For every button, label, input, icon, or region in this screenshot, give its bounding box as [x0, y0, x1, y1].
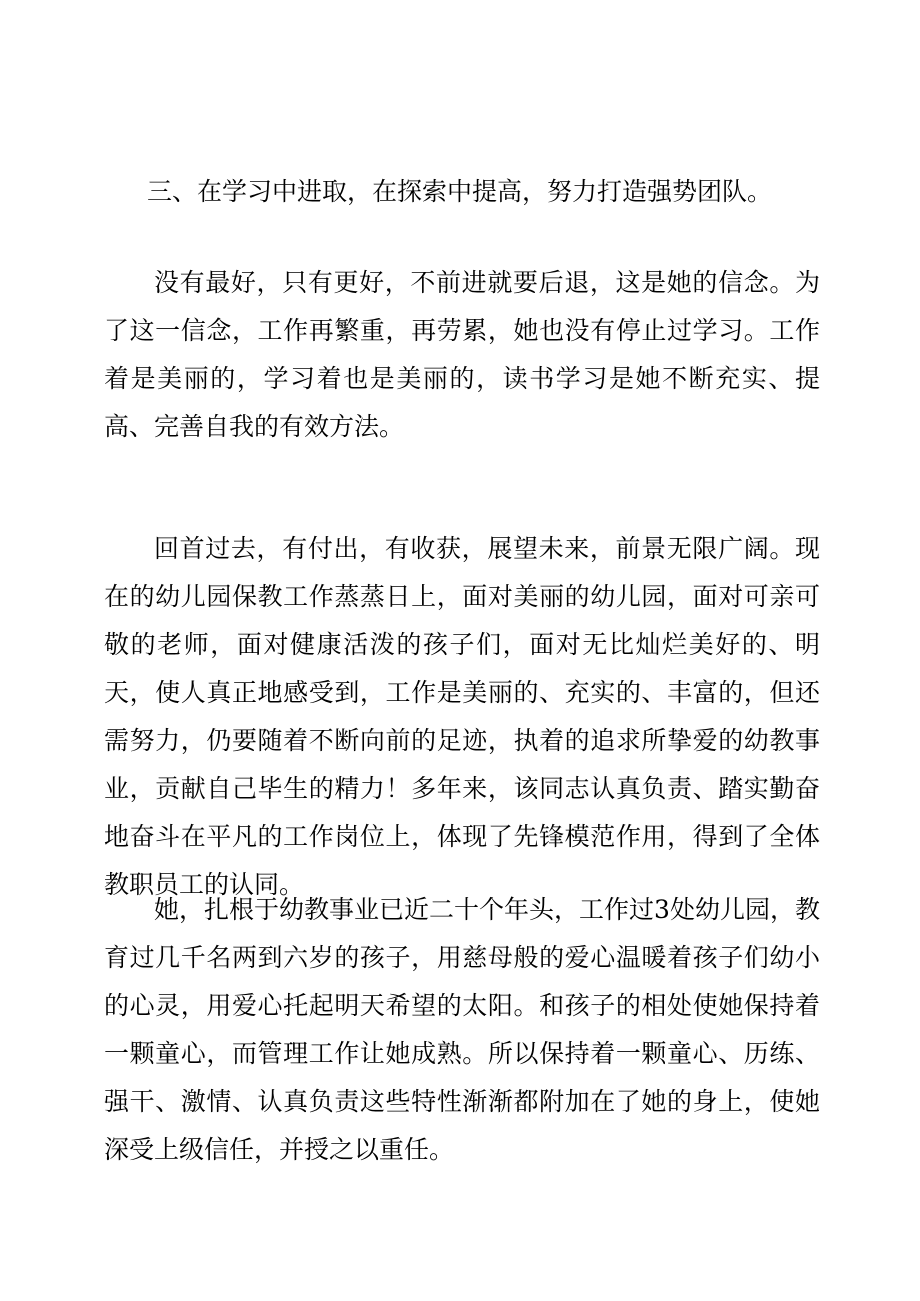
paragraph-career: 她，扎根于幼教事业已近二十个年头，工作过3处幼儿园，教育过几千名两到六岁的孩子，用慈母般的爱心温暖着孩子们幼小的心灵，用爱心托起明天希望的太阳。和孩子的相处使她保持着一颗童心，而管理工作让她成熟。所以保持着一颗童心、历练、强干、激情、认真负责这些特性渐渐都附加在了她的身上，使她深受上级信任，并授之以重任。	[104, 895, 820, 1164]
paragraph-looking-back: 回首过去，有付出，有收获，展望未来，前景无限广阔。现在的幼儿园保教工作蒸蒸日上，面对美丽的幼儿园，面对可亲可敬的老师，面对健康活泼的孩子们，面对无比灿烂美好的、明天，使人真正地感受到，工作是美丽的、充实的、丰富的，但还需努力，仍要随着不断向前的足迹，执着的追求所挚爱的幼教事业，贡献自己毕生的精力！多年来，该同志认真负责、踏实勤奋地奋斗在平凡的工作岗位上，体现了先锋模范作用，得到了全体教职员工的认同。	[104, 534, 820, 899]
section-heading: 三、在学习中进取，在探索中提高，努力打造强势团队。	[147, 177, 773, 206]
paragraph-learning: 没有最好，只有更好，不前进就要后退，这是她的信念。为了这一信念，工作再繁重，再劳累，她也没有停止过学习。工作着是美丽的，学习着也是美丽的，读书学习是她不断充实、提高、完善自我的有效方法。	[104, 268, 820, 441]
